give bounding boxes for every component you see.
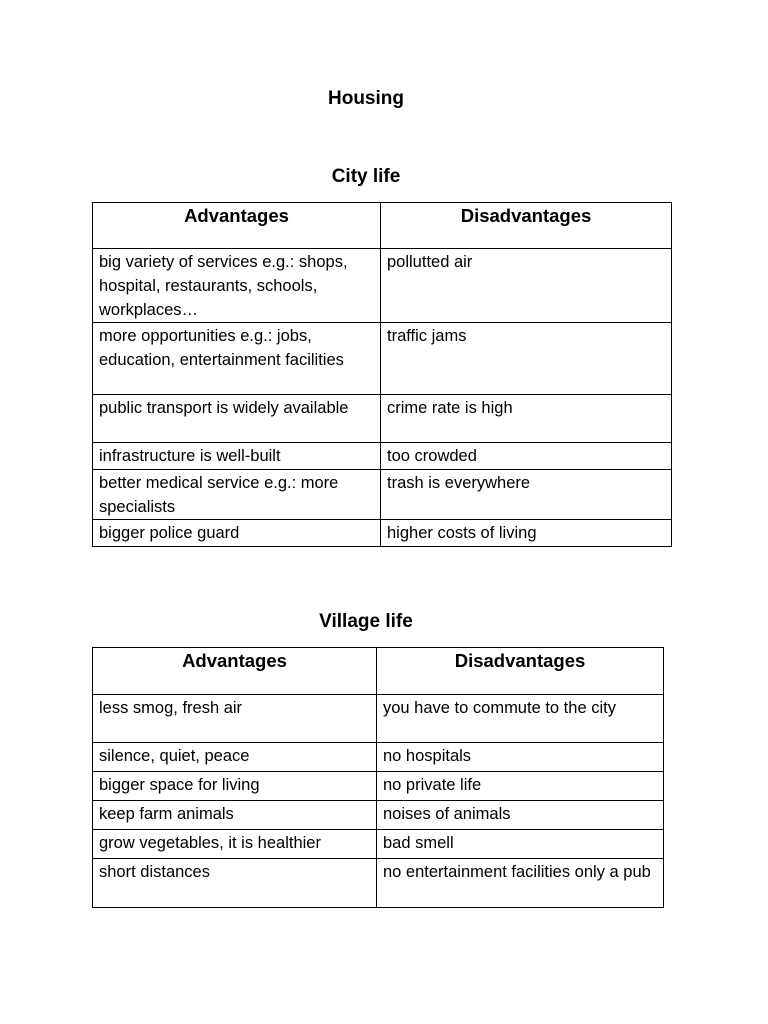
advantage-cell: less smog, fresh air [93, 695, 377, 743]
table-row [93, 695, 664, 743]
advantage-cell: short distances [93, 859, 377, 908]
advantage-cell: infrastructure is well-built [93, 443, 381, 470]
advantage-cell: keep farm animals [93, 801, 377, 830]
table-row [93, 830, 664, 859]
table-header-row [93, 203, 672, 249]
table-row [93, 443, 672, 470]
disadvantage-cell: noises of animals [377, 801, 664, 830]
disadvantage-cell: higher costs of living [381, 520, 672, 547]
village-life-heading: Village life [319, 611, 413, 632]
disadvantage-cell: no private life [377, 772, 664, 801]
table-row [93, 801, 664, 830]
disadvantage-cell: no entertainment facilities only a pub [377, 859, 664, 908]
disadvantage-cell: pollutted air [381, 249, 672, 323]
disadvantage-cell: bad smell [377, 830, 664, 859]
table-row [93, 859, 664, 908]
advantage-cell: bigger space for living [93, 772, 377, 801]
advantage-cell: big variety of services e.g.: shops, hospital, restaurants, schools, workplaces… [93, 249, 381, 323]
disadvantages-header: Disadvantages [381, 203, 672, 249]
city-life-heading: City life [331, 166, 401, 187]
disadvantage-cell: no hospitals [377, 743, 664, 772]
disadvantages-header: Disadvantages [377, 648, 664, 695]
advantages-header: Advantages [93, 203, 381, 249]
disadvantage-cell: you have to commute to the city [377, 695, 664, 743]
page-title: Housing [328, 88, 404, 109]
table-row [93, 249, 672, 323]
table-header-row [93, 648, 664, 695]
table-row [93, 520, 672, 547]
disadvantage-cell: crime rate is high [381, 395, 672, 443]
disadvantage-cell: too crowded [381, 443, 672, 470]
table-row [93, 470, 672, 520]
advantage-cell: more opportunities e.g.: jobs, education, entertainment facilities [93, 323, 381, 395]
advantage-cell: better medical service e.g.: more specialists [93, 470, 381, 520]
advantage-cell: grow vegetables, it is healthier [93, 830, 377, 859]
advantage-cell: public transport is widely available [93, 395, 381, 443]
advantage-cell: silence, quiet, peace [93, 743, 377, 772]
table-row [93, 772, 664, 801]
advantage-cell: bigger police guard [93, 520, 381, 547]
city-life-table [92, 202, 672, 547]
table-row [93, 323, 672, 395]
disadvantage-cell: trash is everywhere [381, 470, 672, 520]
advantages-header: Advantages [93, 648, 377, 695]
village-life-table [92, 647, 664, 908]
disadvantage-cell: traffic jams [381, 323, 672, 395]
table-row [93, 743, 664, 772]
table-row [93, 395, 672, 443]
